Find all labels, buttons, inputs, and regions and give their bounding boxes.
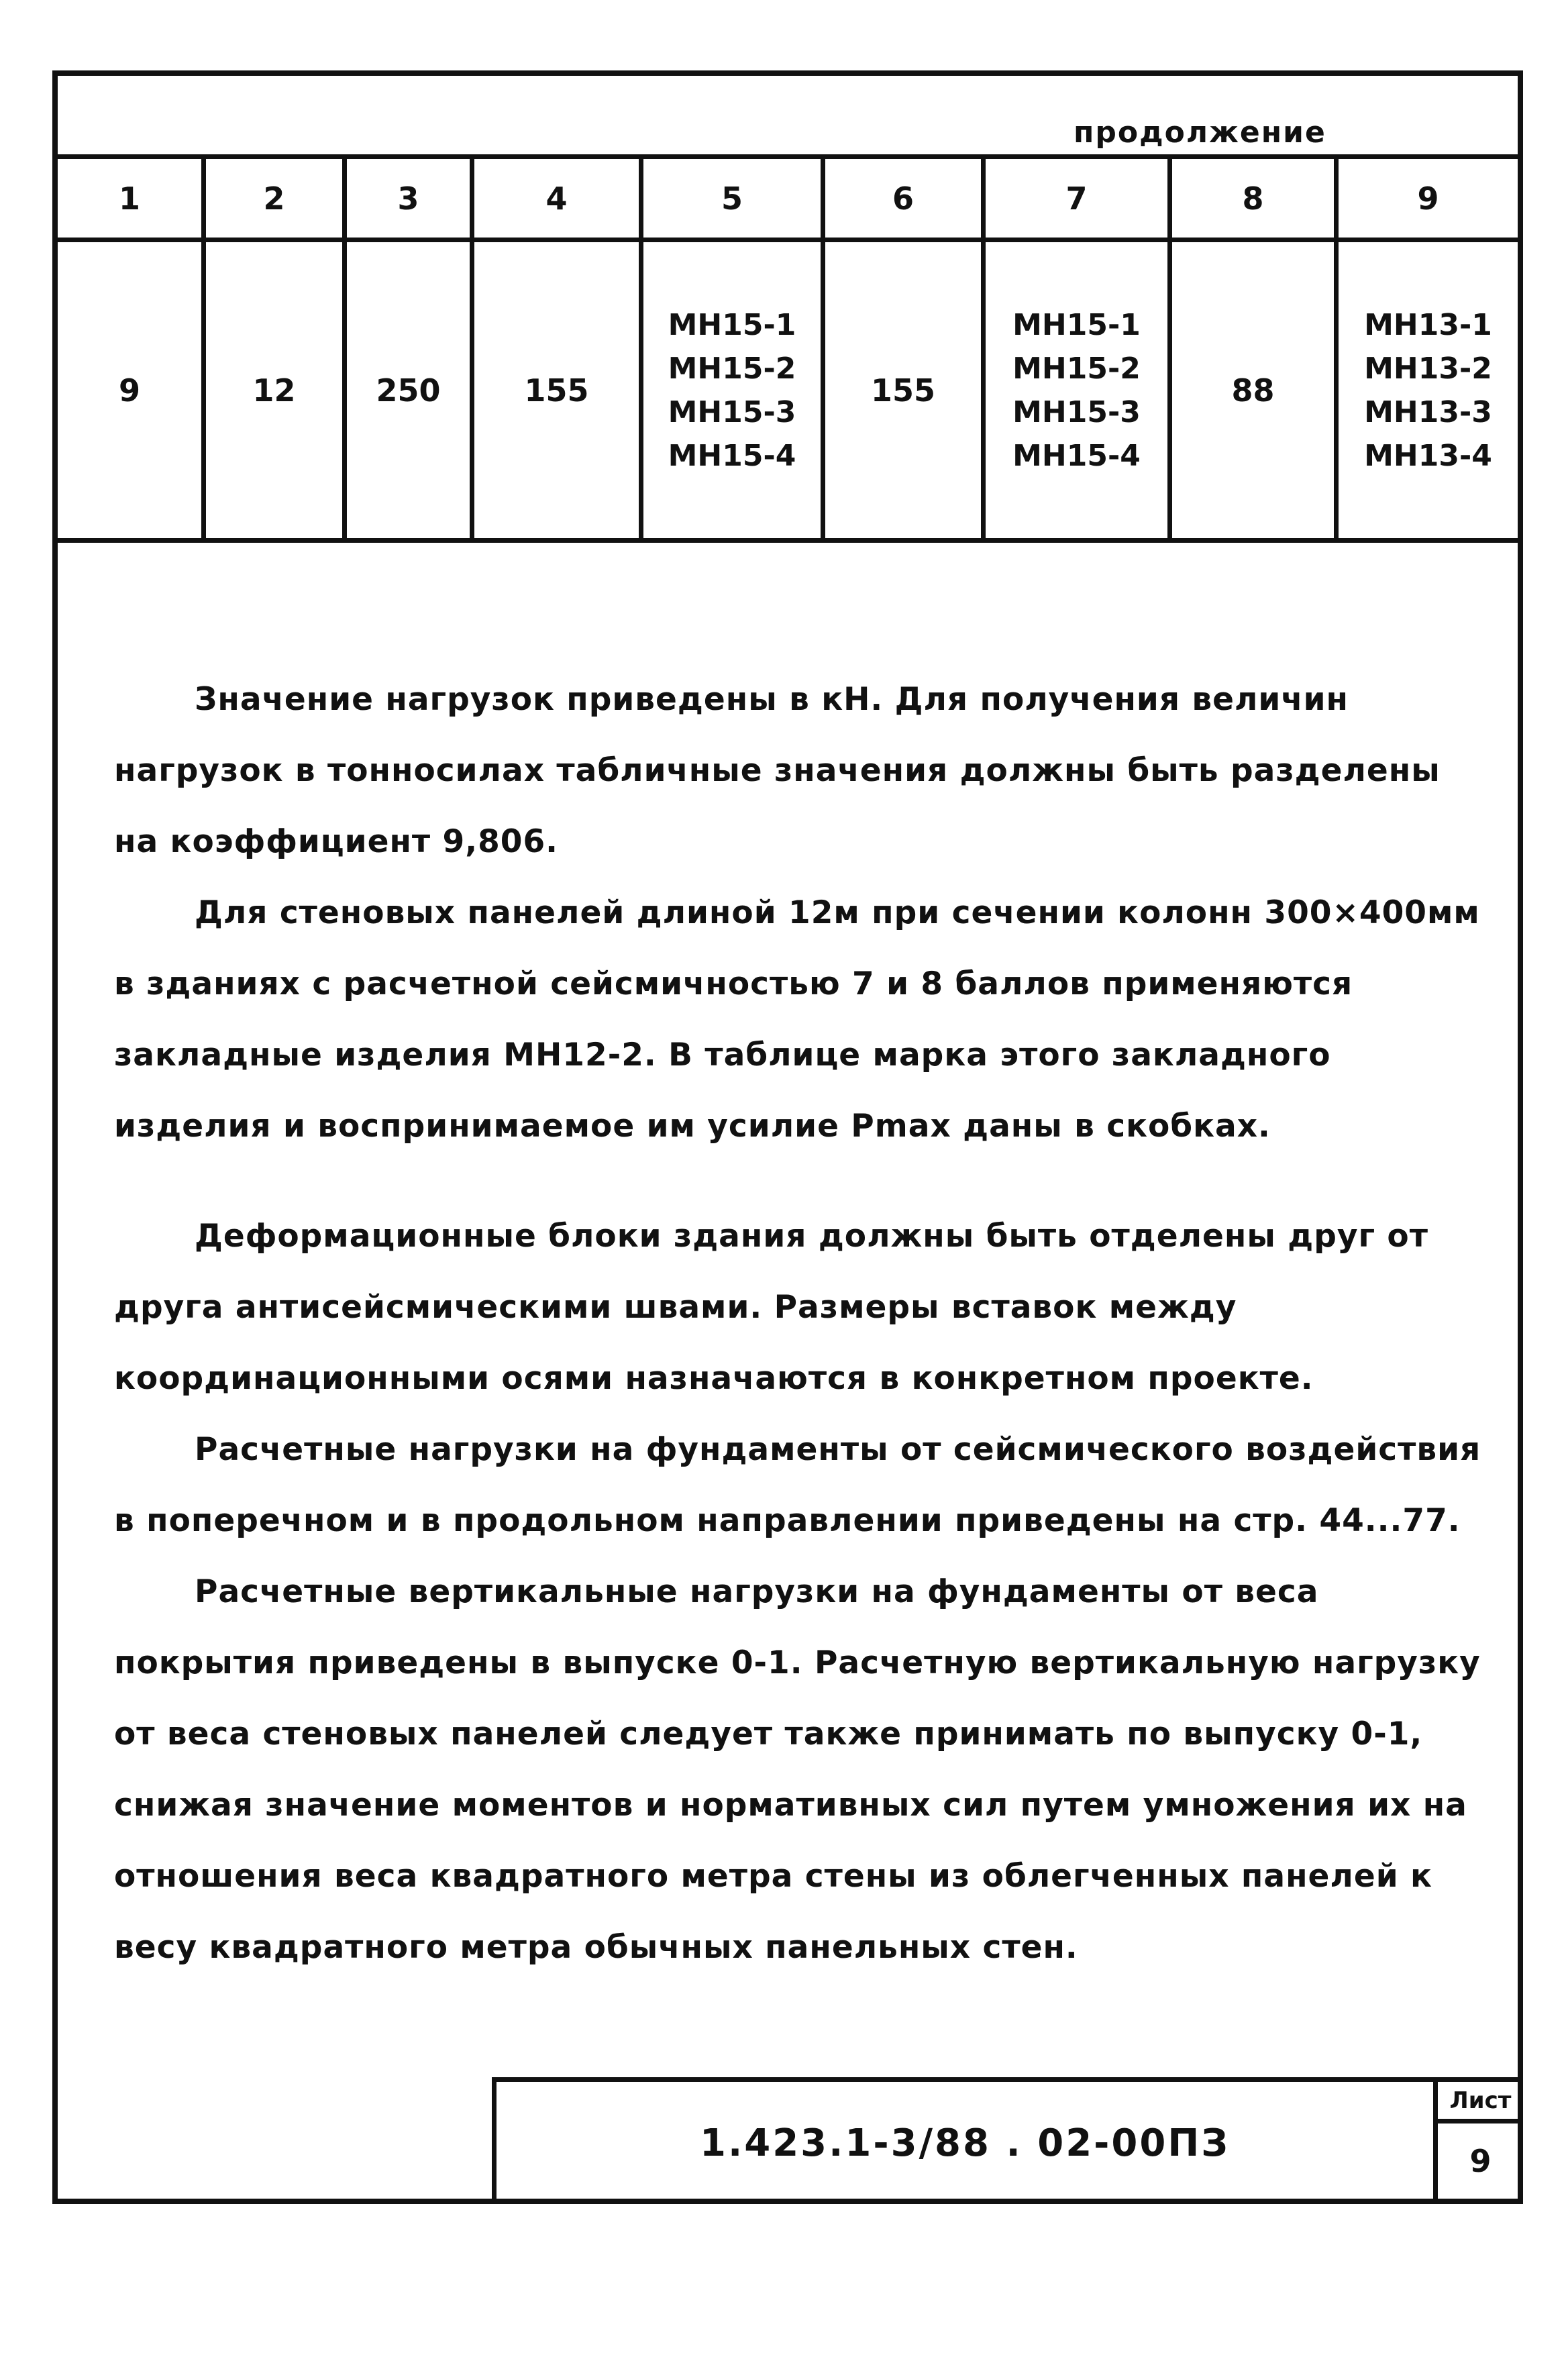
mark-item: МН15-4 bbox=[1012, 439, 1141, 473]
table-col-divider bbox=[1334, 154, 1339, 543]
table-header-cell: 7 bbox=[1065, 180, 1088, 217]
table-cell: 155 bbox=[870, 372, 936, 409]
mark-item: МН13-4 bbox=[1364, 439, 1492, 473]
table-col-divider bbox=[201, 154, 206, 543]
table-cell-marks bbox=[1339, 243, 1518, 538]
stamp-right-rule bbox=[1433, 2077, 1438, 2204]
table-col-divider bbox=[981, 154, 986, 543]
notes-block-2 bbox=[114, 1201, 1489, 1983]
table-cell: 9 bbox=[118, 372, 140, 409]
table-cell: 12 bbox=[252, 372, 296, 409]
table-header-cell: 1 bbox=[118, 180, 140, 217]
mark-item: МН15-1 bbox=[1012, 308, 1141, 342]
table-col-divider bbox=[470, 154, 474, 543]
table-header-cell: 6 bbox=[892, 180, 914, 217]
mark-item: МН15-1 bbox=[668, 308, 796, 342]
table-cell: 88 bbox=[1231, 372, 1275, 409]
mark-item: МН15-2 bbox=[1012, 352, 1141, 386]
mark-item: МН13-2 bbox=[1364, 352, 1492, 386]
paragraph: Значение нагрузок приведены в кН. Для получения величин нагрузок в тонносилах табличные значения должны быть разделены на коэффициент 9,806. bbox=[114, 681, 1441, 860]
mark-item: МН15-2 bbox=[668, 352, 796, 386]
table-top-rule bbox=[52, 154, 1523, 159]
table-header-rule bbox=[52, 238, 1523, 242]
table-col-divider bbox=[821, 154, 825, 543]
table-header-cell: 9 bbox=[1417, 180, 1439, 217]
mark-item: МН13-1 bbox=[1364, 308, 1492, 342]
paragraph: Деформационные блоки здания должны быть отделены друг от друга антисейсмическими швами. Размеры вставок между координационными осями назначаются в конкретном проекте. bbox=[114, 1218, 1428, 1397]
mark-item: МН15-3 bbox=[1012, 395, 1141, 429]
continuation-label: продолжение bbox=[1074, 115, 1326, 150]
table-header-cell: 3 bbox=[397, 180, 419, 217]
table-cell: 250 bbox=[376, 372, 441, 409]
stamp-top-rule bbox=[492, 2077, 1523, 2082]
paragraph: Расчетные нагрузки на фундаменты от сейсмического воздействия в поперечном и в продольном направлении приведены на стр. 44...77. bbox=[114, 1431, 1481, 1539]
mark-item: МН15-4 bbox=[668, 439, 796, 473]
document-code: 1.423.1-3/88 . 02-00ПЗ bbox=[700, 2121, 1230, 2165]
table-cell-marks bbox=[986, 243, 1167, 538]
table-col-divider bbox=[1167, 154, 1172, 543]
table-cell: 155 bbox=[524, 372, 589, 409]
table-header-cell: 2 bbox=[263, 180, 285, 217]
table-cell-marks bbox=[643, 243, 821, 538]
table-header-cell: 5 bbox=[721, 180, 743, 217]
table-header-cell: 8 bbox=[1242, 180, 1264, 217]
table-col-divider bbox=[342, 154, 347, 543]
table-col-divider bbox=[639, 154, 643, 543]
sheet-number: 9 bbox=[1469, 2143, 1492, 2179]
table-bottom-rule bbox=[52, 538, 1523, 543]
paragraph: Для стеновых панелей длиной 12м при сечении колонн 300×400мм в зданиях с расчетной сейсмичностью 7 и 8 баллов применяются закладные изделия МН12-2. В таблице марка этого закладного изделия и воспринимаемое им усилие Pmax даны в скобках. bbox=[114, 894, 1480, 1145]
notes-block-1 bbox=[114, 664, 1489, 1162]
paragraph: Расчетные вертикальные нагрузки на фундаменты от веса покрытия приведены в выпуске 0-1. Расчетную вертикальную нагрузку от веса стеновых панелей следует также принимать по выпуску 0-1, снижая значение моментов и нормативных сил путем умножения их на отношения веса квадратного метра стены из облегченных панелей к весу квадратного метра обычных панельных стен. bbox=[114, 1573, 1481, 1966]
mark-item: МН13-3 bbox=[1364, 395, 1492, 429]
sheet-label: Лист bbox=[1449, 2087, 1512, 2114]
stamp-left-rule bbox=[492, 2077, 496, 2204]
table-header-cell: 4 bbox=[545, 180, 568, 217]
mark-item: МН15-3 bbox=[668, 395, 796, 429]
stamp-sheet-rule bbox=[1433, 2119, 1523, 2123]
